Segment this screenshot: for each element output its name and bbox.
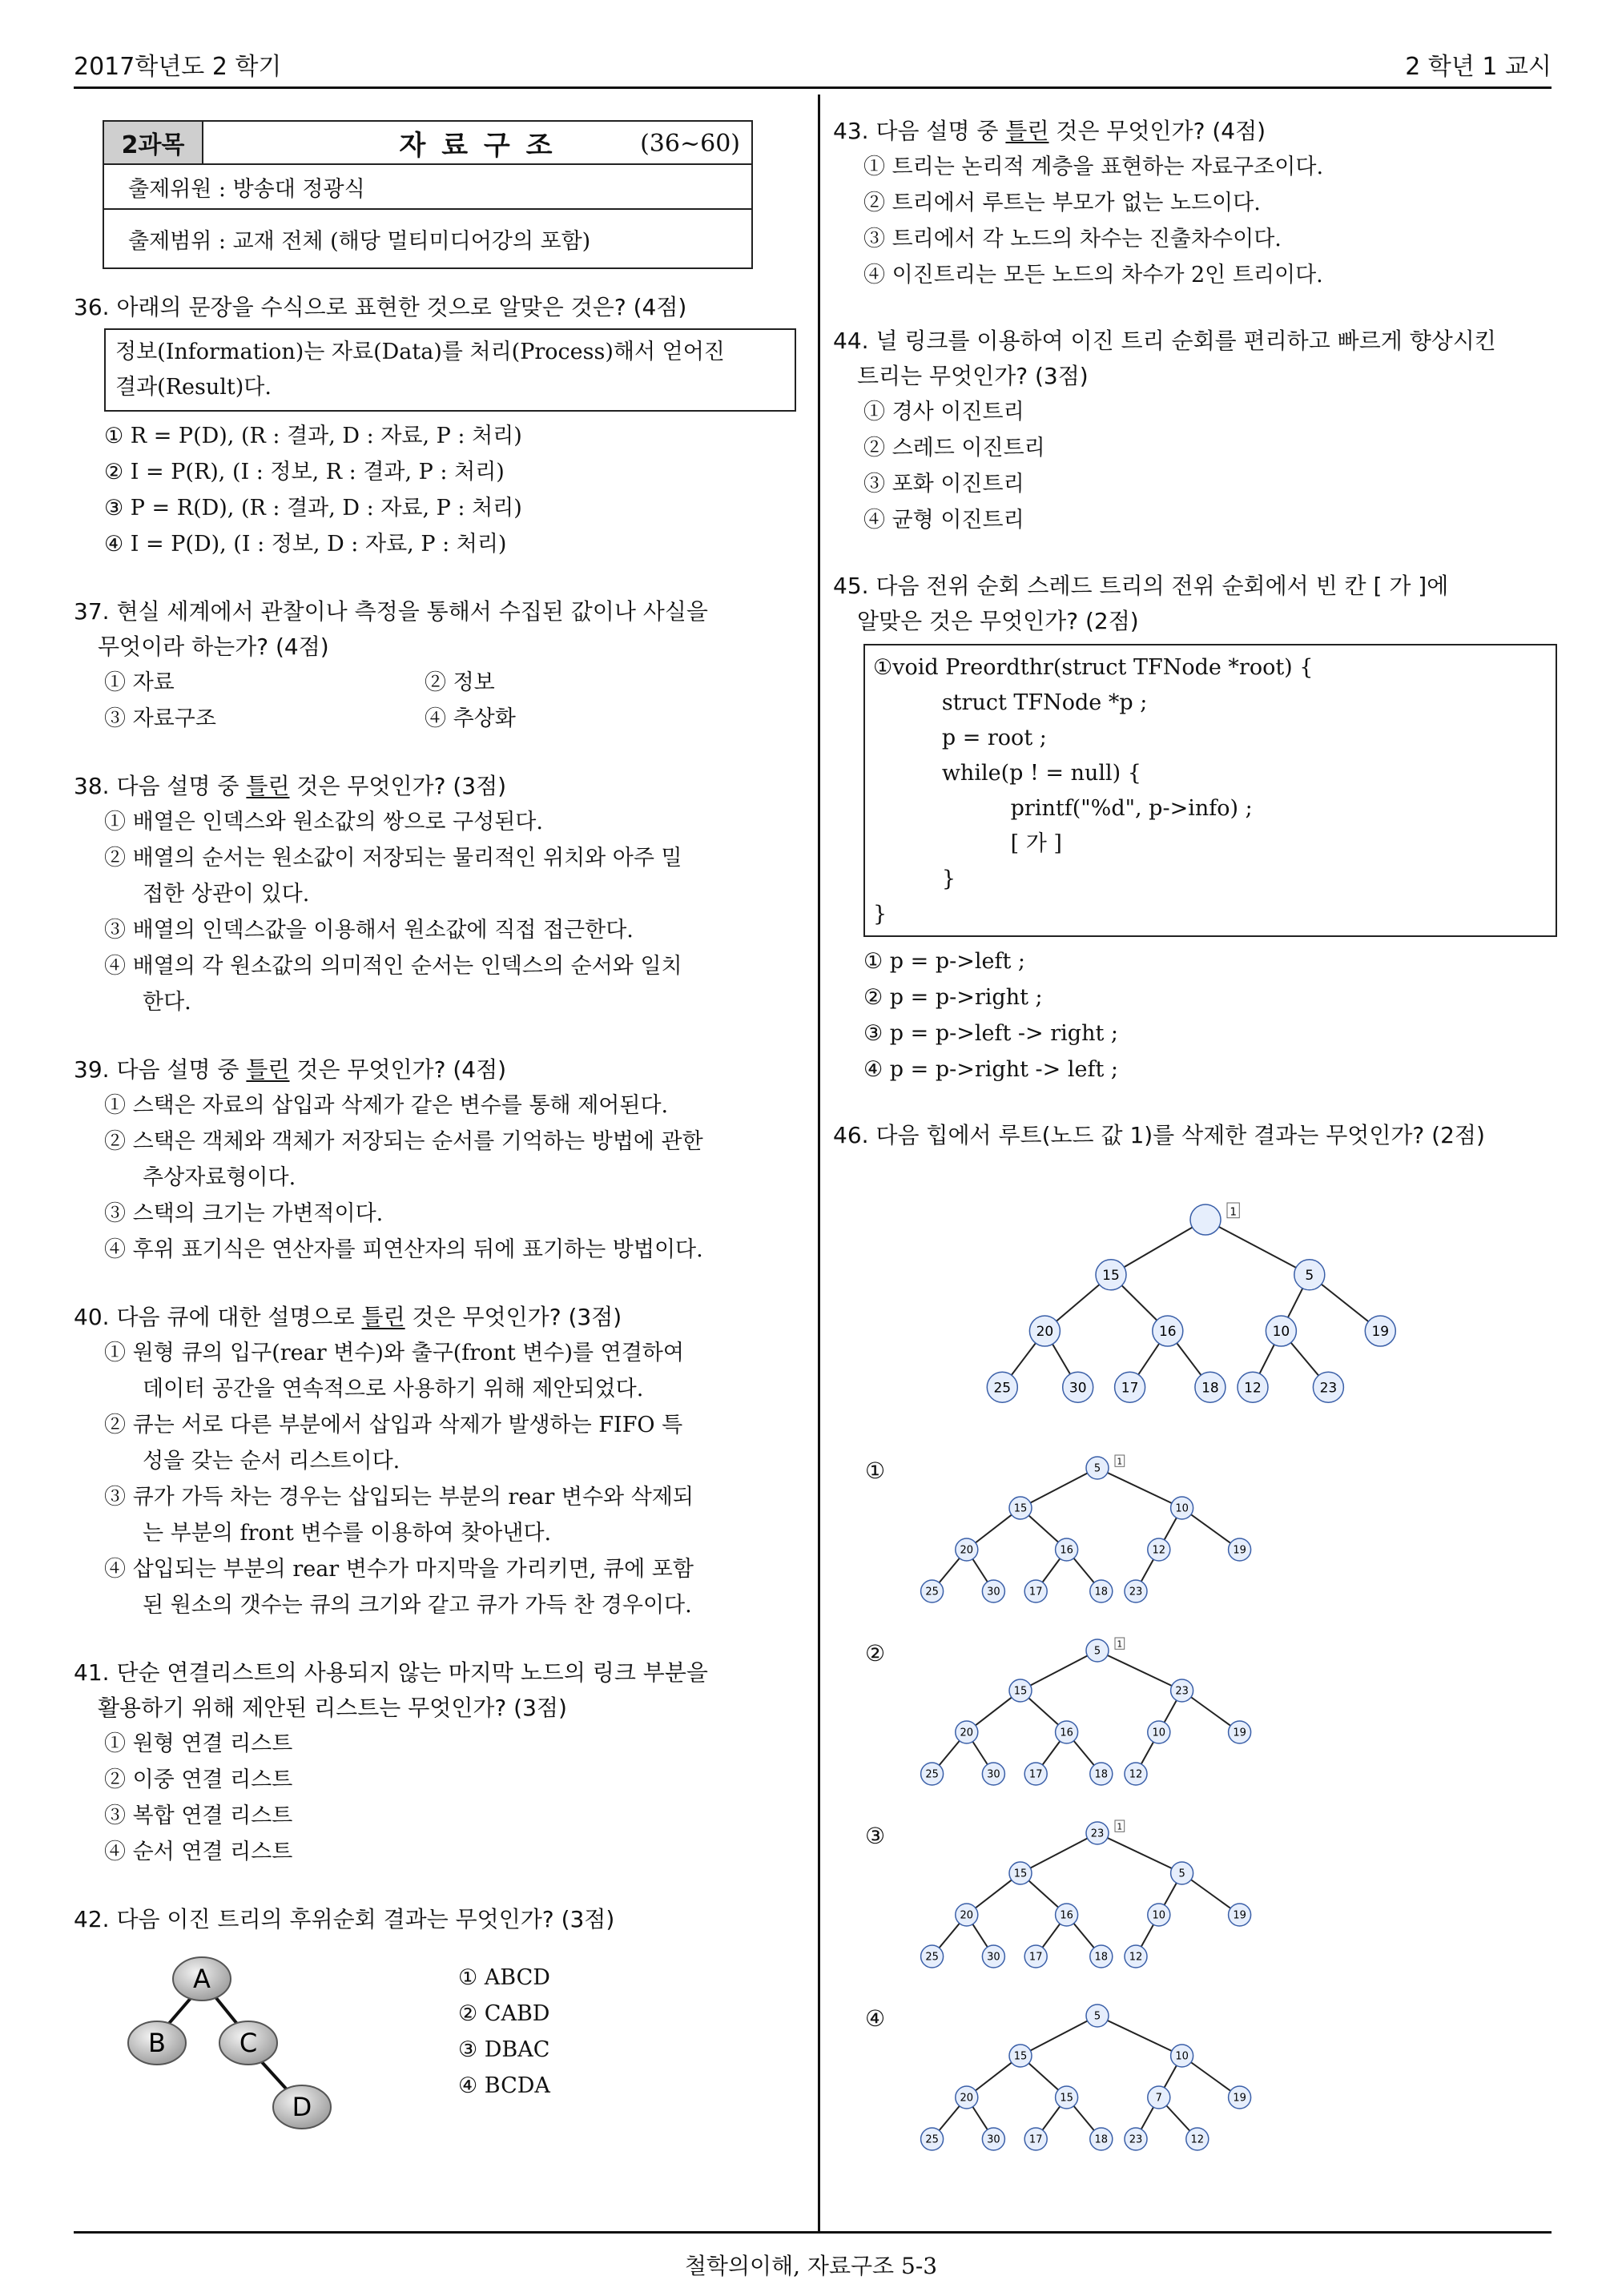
svg-text:18: 18 [1094,2133,1109,2146]
svg-text:5: 5 [1093,1462,1101,1475]
question-39 [74,1052,801,1268]
heap-tree [905,1819,1290,1979]
heap-edge [1205,1220,1310,1275]
heap-node [1056,2086,1078,2109]
tree-node-b [128,2021,186,2065]
page-footer: 철학의이해, 자료구조 5-3 [684,2253,938,2279]
heap-node [1266,1316,1296,1346]
heap-node [982,1945,1004,1968]
q41-line2: 활용하기 위해 제안된 리스트는 무엇인가? (3점) [98,1695,567,1721]
heap-node [1009,1497,1032,1519]
q46-option-4-heap [905,2001,1290,2165]
svg-text:12: 12 [1152,1544,1166,1557]
heap-tree [905,1454,1290,1614]
header-rule [74,86,1552,89]
heap-node [1294,1260,1325,1290]
q41-line1: 단순 연결리스트의 사용되지 않는 마지막 노드의 링크 부분을 [116,1659,708,1686]
q36-num: 36. [74,294,110,320]
svg-text:10: 10 [1152,1727,1166,1739]
heap-node [1171,2045,1193,2067]
svg-text:18: 18 [1201,1380,1219,1397]
heap-node [1090,1580,1113,1602]
svg-text:17: 17 [1028,1768,1043,1781]
heap-node [921,1580,944,1602]
svg-text:20: 20 [960,2092,974,2105]
code-line-2: struct TFNode *p ; [873,690,1148,715]
q36-option-1[interactable]: ① R = P(D), (R : 결과, D : 자료, P : 처리) [104,424,522,448]
svg-text:20: 20 [1036,1324,1054,1341]
svg-text:17: 17 [1028,1586,1043,1598]
heap-node [1024,1945,1047,1968]
heap-node [1125,1945,1147,1968]
heap-node [982,2128,1004,2150]
svg-text:23: 23 [1319,1380,1338,1397]
q39-option-3[interactable]: ③ 스택의 크기는 가변적이다. [104,1201,384,1226]
svg-text:15: 15 [1013,1502,1028,1515]
heap-node [1148,1721,1170,1743]
subject-label: 2과목 [103,121,203,164]
svg-text:16: 16 [1060,1909,1073,1922]
heap-node [1148,2086,1170,2109]
svg-text:12: 12 [1129,1768,1143,1781]
svg-text:7: 7 [1155,2092,1162,2105]
q36-text: 아래의 문장을 수식으로 표현한 것으로 알맞은 것은? (4점) [116,294,687,320]
heap-node [982,1580,1004,1602]
q46-option-3[interactable] [865,1823,885,1849]
heap-node [1125,1763,1147,1785]
q39-text-end: 것은 무엇인가? (4점) [289,1056,507,1083]
svg-text:12: 12 [1190,2133,1205,2146]
heap-node [1229,1721,1251,1743]
svg-text:17: 17 [1121,1380,1139,1397]
heap-node [1171,1679,1193,1702]
tree-node-c [219,2021,277,2065]
q38-num: 38. [74,773,110,799]
svg-text:15: 15 [1102,1267,1120,1284]
q43-option-3[interactable]: ③ 트리에서 각 노드의 차수는 진출차수이다. [863,227,1282,251]
svg-text:30: 30 [1069,1380,1087,1397]
svg-text:23: 23 [1175,1685,1189,1698]
heap-node [1056,1904,1078,1926]
q43-num: 43. [833,118,869,144]
svg-text:5: 5 [1093,2010,1101,2023]
q40-emphasis: 틀린 [361,1304,405,1330]
q39-option-4[interactable]: ④ 후위 표기식은 연산자를 피연산자의 뒤에 표기하는 방법이다. [104,1237,703,1262]
q36-option-3[interactable]: ③ P = R(D), (R : 결과, D : 자료, P : 처리) [104,496,522,521]
heap-edge [1020,1468,1097,1508]
q45-option-4[interactable]: ④ p = p->right -> left ; [863,1057,1119,1082]
heap-node [1024,1580,1047,1602]
heap-tree [905,2001,1290,2161]
question-41 [74,1655,801,1870]
svg-text:30: 30 [987,1586,1000,1598]
left-column [74,120,801,2136]
question-45 [833,569,1554,1088]
q40-text: 다음 큐에 대한 설명으로 [116,1304,362,1330]
svg-text:19: 19 [1233,1544,1246,1557]
svg-text:15: 15 [1013,2050,1028,2063]
question-36 [74,290,801,562]
q43-text: 다음 설명 중 [875,118,1006,144]
q43-option-1[interactable]: ① 트리는 논리적 계층을 표현하는 자료구조이다. [863,155,1324,179]
q45-num: 45. [833,573,869,599]
q46-option-2[interactable] [865,1640,885,1667]
svg-text:A: A [193,1964,211,1994]
heap-node [1009,2045,1032,2067]
heap-node [1090,1945,1113,1968]
question-44 [833,324,1554,538]
subject-box [103,120,753,269]
svg-text:23: 23 [1129,1586,1143,1598]
q39-option-2[interactable]: ② 스택은 객체와 객체가 저장되는 순서를 기억하는 방법에 관한 추상자료형이다. [104,1129,703,1190]
exam-grade-period: 2 학년 1 교시 [1405,53,1552,81]
q38-option-4[interactable]: ④ 배열의 각 원소값의 의미적인 순서는 인덱스의 순서와 일치 한다. [104,954,682,1015]
heap-node [921,1763,944,1785]
heap-edge [1097,2016,1182,2056]
svg-text:12: 12 [1129,1951,1143,1964]
q46-text: 다음 힙에서 루트(노드 값 1)를 삭제한 결과는 무엇인가? (2점) [875,1122,1485,1148]
heap-node [956,1538,978,1561]
q46-option-3-mark: ③ [865,1823,886,1849]
svg-text:16: 16 [1060,1544,1073,1557]
heap-node [1148,1904,1170,1926]
heap-node [982,1763,1004,1785]
q41-option-4[interactable]: ④ 순서 연결 리스트 [104,1840,293,1864]
q37-option-1[interactable]: ① 자료 [104,670,175,695]
q43-option-4[interactable]: ④ 이진트리는 모든 노드의 차수가 2인 트리이다. [863,263,1323,288]
heap-edge [1097,1651,1182,1691]
svg-text:10: 10 [1272,1324,1290,1341]
subject-author: 출제위원 : 방송대 정광식 [103,164,752,209]
heap-node [1153,1316,1183,1346]
q43-text-end: 것은 무엇인가? (4점) [1048,118,1266,144]
q40-option-1[interactable]: ① 원형 큐의 입구(rear 변수)와 출구(front 변수)를 연결하여 데이터 공간을 연속적으로 사용하기 위해 제안되었다. [104,1341,684,1401]
svg-text:D: D [292,2092,312,2122]
heap-node [921,1945,944,1968]
code-line-5: printf("%d", p->info) ; [873,796,1253,821]
q45-option-2[interactable]: ② p = p->right ; [863,985,1043,1010]
heap-node [1086,2004,1109,2027]
question-43 [833,114,1554,293]
q38-text: 다음 설명 중 [116,773,247,799]
svg-text:25: 25 [993,1380,1012,1397]
q42-option-3[interactable]: ③ DBAC [458,2037,550,2062]
heap-node [1063,1372,1093,1402]
svg-text:15: 15 [1013,1868,1028,1880]
q46-option-4-mark: ④ [865,2005,886,2032]
tree-node-a [173,1957,231,2000]
heap-edge [1020,1833,1097,1873]
q42-option-1[interactable]: ① ABCD [458,1965,550,1990]
q41-option-1[interactable]: ① 원형 연결 리스트 [104,1731,293,1756]
q40-option-3[interactable]: ③ 큐가 가득 차는 경우는 삽입되는 부분의 rear 변수와 삭제되 는 부분의 front 변수를 이용하여 찾아낸다. [104,1485,694,1546]
svg-text:25: 25 [925,1951,939,1964]
q37-option-2[interactable]: ② 정보 [425,670,495,695]
q46-option-3-heap [905,1819,1290,1982]
column-divider [818,94,820,2231]
svg-text:15: 15 [1013,1685,1028,1698]
question-37 [74,594,801,737]
q36-quote-line2: 결과(Result)다. [115,375,272,400]
q45-line1: 다음 전위 순회 스레드 트리의 전위 순회에서 빈 칸 [ 가 ]에 [875,573,1449,599]
q38-text-end: 것은 무엇인가? (3점) [289,773,507,799]
code-line-8: } [873,902,887,927]
svg-text:5: 5 [1178,1868,1185,1880]
q37-num: 37. [74,598,110,625]
q39-num: 39. [74,1056,110,1083]
heap-node [1229,1538,1251,1561]
heap-node [1090,1763,1113,1785]
svg-text:20: 20 [960,1544,974,1557]
q44-option-2[interactable]: ② 스레드 이진트리 [863,436,1045,460]
svg-text:19: 19 [1233,1909,1246,1922]
q36-quote-line1: 정보(Information)는 자료(Data)를 처리(Process)해서 얻어진 [115,340,725,364]
code-line-4: while(p ! = null) { [873,761,1141,786]
heap-node [1238,1372,1268,1402]
svg-text:18: 18 [1094,1768,1109,1781]
heap-node [1365,1316,1395,1346]
q40-num: 40. [74,1304,110,1330]
heap-node [1029,1316,1060,1346]
svg-text:12: 12 [1244,1380,1262,1397]
heap-node [1096,1260,1126,1290]
question-40 [74,1300,801,1623]
footer-rule [74,2231,1552,2234]
svg-text:23: 23 [1090,1828,1105,1840]
q46-heap-original [969,1201,1442,1421]
q46-option-1[interactable] [865,1458,885,1484]
svg-text:10: 10 [1175,2050,1189,2063]
q41-option-2[interactable]: ② 이중 연결 리스트 [104,1767,293,1792]
subject-range: (36~60) [640,130,740,158]
q38-option-1[interactable]: ① 배열은 인덱스와 원소값의 쌍으로 구성된다. [104,810,543,834]
subject-title: 자 료 구 조 [399,129,556,162]
q46-option-2-heap [905,1636,1290,1799]
q44-line2: 트리는 무엇인가? (3점) [857,363,1089,389]
heap-tree [969,1201,1442,1417]
heap-node [1229,1904,1251,1926]
q44-num: 44. [833,328,869,354]
heap-edge [1020,2016,1097,2056]
svg-text:5: 5 [1305,1267,1314,1284]
q37-line2: 무엇이라 하는가? (4점) [98,633,329,660]
heap-node [1115,1372,1145,1402]
q39-option-1[interactable]: ① 스택은 자료의 삽입과 삭제가 같은 변수를 통해 제어된다. [104,1093,669,1118]
q46-option-4[interactable] [865,2005,885,2032]
heap-edge [1097,1833,1182,1873]
code-line-3: p = root ; [873,726,1047,750]
svg-text:17: 17 [1028,2133,1043,2146]
heap-node [1171,1862,1193,1884]
q36-option-4[interactable]: ④ I = P(D), (I : 정보, D : 자료, P : 처리) [104,532,507,557]
q44-line1: 널 링크를 이용하여 이진 트리 순회를 편리하고 빠르게 향상시킨 [875,328,1496,354]
heap-node [956,1721,978,1743]
heap-node [1313,1372,1343,1402]
heap-node [1086,1457,1109,1479]
question-42 [74,1902,801,2136]
svg-text:16: 16 [1060,1727,1073,1739]
svg-text:10: 10 [1175,1502,1189,1515]
q38-option-3[interactable]: ③ 배열의 인덱스값을 이용해서 원소값에 직접 접근한다. [104,918,634,943]
heap-node [1086,1822,1109,1844]
svg-text:19: 19 [1233,1727,1246,1739]
q41-num: 41. [74,1659,110,1686]
q38-emphasis: 틀린 [246,773,290,799]
heap-node [1086,1639,1109,1662]
right-column [833,114,1554,1153]
heap-node [1009,1862,1032,1884]
heap-node [987,1372,1017,1402]
heap-node [956,2086,978,2109]
heap-node [1195,1372,1226,1402]
code-line-1: ①void Preordthr(struct TFNode *root) { [873,655,1314,680]
q37-option-3[interactable]: ③ 자료구조 [104,706,216,731]
svg-text:C: C [239,2028,258,2058]
svg-text:18: 18 [1094,1951,1109,1964]
q45-option-3[interactable]: ③ p = p->left -> right ; [863,1021,1119,1046]
svg-text:25: 25 [925,1768,939,1781]
heap-node [1009,1679,1032,1702]
heap-node [1090,2128,1113,2150]
heap-node [1190,1204,1221,1235]
q42-option-2[interactable]: ② CABD [458,2001,550,2026]
heap-edge [1097,1468,1182,1508]
q44-option-3[interactable]: ③ 포화 이진트리 [863,472,1024,497]
q46-option-2-mark: ② [865,1640,886,1667]
svg-text:17: 17 [1028,1951,1043,1964]
heap-tree [905,1636,1290,1796]
heap-node [1024,1763,1047,1785]
q42-text: 다음 이진 트리의 후위순회 결과는 무엇인가? (3점) [116,1906,615,1932]
tree-node-d [273,2085,331,2129]
q46-option-1-mark: ① [865,1458,886,1484]
heap-node [921,2128,944,2150]
q37-option-4[interactable]: ④ 추상화 [425,706,516,731]
heap-node [1056,1721,1078,1743]
svg-text:25: 25 [925,1586,939,1598]
heap-node [1024,2128,1047,2150]
q39-text: 다음 설명 중 [116,1056,247,1083]
code-line-7: } [873,867,956,891]
question-38 [74,769,801,1020]
heap-node [1148,1538,1170,1561]
svg-text:15: 15 [1060,2092,1073,2105]
heap-edge [1111,1220,1205,1275]
svg-text:10: 10 [1152,1909,1166,1922]
q45-line2: 알맞은 것은 무엇인가? (2점) [857,608,1139,634]
q43-emphasis: 틀린 [1005,118,1049,144]
svg-text:30: 30 [987,2133,1000,2146]
heap-root-tag: 1 [1117,1639,1123,1650]
q43-option-2[interactable]: ② 트리에서 루트는 부모가 없는 노드이다. [863,191,1261,215]
q37-line1: 현실 세계에서 관찰이나 측정을 통해서 수집된 값이나 사실을 [116,598,708,625]
heap-edge [1020,1651,1097,1691]
heap-node [1125,1580,1147,1602]
heap-node [1229,2086,1251,2109]
q42-binary-tree [74,1952,418,2136]
q46-option-1-heap [905,1454,1290,1617]
q40-text-end: 것은 무엇인가? (3점) [404,1304,622,1330]
heap-node [956,1904,978,1926]
heap-node [1171,1497,1193,1519]
svg-text:19: 19 [1371,1324,1390,1341]
svg-text:20: 20 [960,1727,974,1739]
code-line-6: [ 가 ] [873,831,1062,856]
q40-option-4[interactable]: ④ 삽입되는 부분의 rear 변수가 마지막을 가리키면, 큐에 포함 된 원소의 갯수는 큐의 크기와 같고 큐가 가득 찬 경우이다. [104,1557,694,1618]
q42-num: 42. [74,1906,110,1932]
q44-option-1[interactable]: ① 경사 이진트리 [863,400,1024,424]
q36-option-2[interactable]: ② I = P(R), (I : 정보, R : 결과, P : 처리) [104,460,505,485]
q45-code-box [863,644,1557,937]
q44-option-4[interactable]: ④ 균형 이진트리 [863,508,1024,533]
q36-quote-box [104,328,796,412]
q46-num: 46. [833,1122,869,1148]
svg-text:30: 30 [987,1768,1000,1781]
q38-option-2[interactable]: ② 배열의 순서는 원소값이 저장되는 물리적인 위치와 아주 밀 접한 상관이 있다. [104,846,682,907]
q39-emphasis: 틀린 [246,1056,290,1083]
subject-scope: 출제범위 : 교재 전체 (해당 멀티미디어강의 포함) [103,209,752,268]
heap-root-tag: 1 [1230,1205,1237,1219]
q45-option-1[interactable]: ① p = p->left ; [863,949,1026,974]
heap-node [1186,2128,1209,2150]
svg-text:19: 19 [1233,2092,1246,2105]
svg-text:23: 23 [1129,2133,1143,2146]
heap-node [1056,1538,1078,1561]
q42-option-4[interactable]: ④ BCDA [458,2073,550,2098]
svg-text:18: 18 [1094,1586,1109,1598]
heap-node [1125,2128,1147,2150]
q41-option-3[interactable]: ③ 복합 연결 리스트 [104,1803,293,1828]
heap-root-tag: 1 [1117,1457,1123,1467]
question-46 [833,1118,1554,1153]
svg-text:25: 25 [925,2133,939,2146]
svg-text:5: 5 [1093,1645,1101,1658]
svg-text:30: 30 [987,1951,1000,1964]
q40-option-2[interactable]: ② 큐는 서로 다른 부분에서 삽입과 삭제가 발생하는 FIFO 특 성을 갖는 순서 리스트이다. [104,1413,683,1474]
exam-term: 2017학년도 2 학기 [74,53,282,81]
svg-text:16: 16 [1158,1324,1177,1341]
heap-root-tag: 1 [1117,1822,1123,1832]
svg-text:20: 20 [960,1909,974,1922]
svg-text:B: B [148,2028,166,2058]
